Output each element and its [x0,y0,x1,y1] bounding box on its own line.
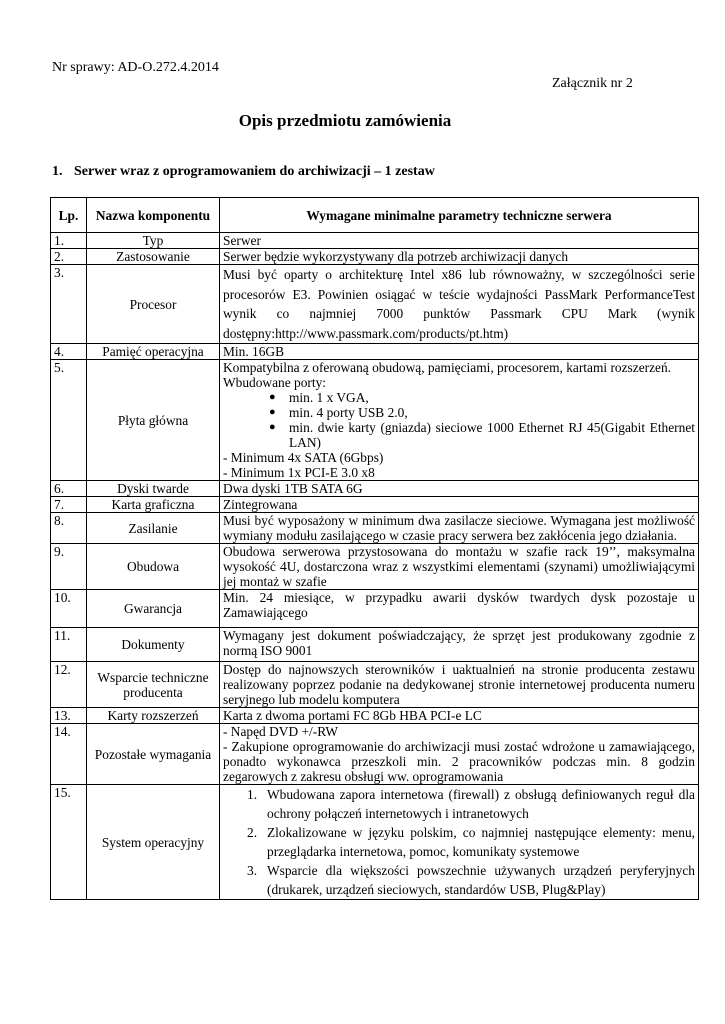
row-number: 9. [51,544,87,590]
header-lp: Lp. [51,198,87,233]
list-item [247,823,695,861]
table-row [51,344,699,360]
table-row [51,233,699,249]
list-item [269,405,695,420]
section-heading-text: Serwer wraz z oprogramowaniem do archiwizacji – 1 zestaw [74,164,435,179]
row-number: 14. [51,724,87,785]
list-item-text: Wsparcie dla większości powszechnie używanych urządzeń peryferyjnych (drukarek, urządzeń sieciowych, standardów USB, Plug&Play) [267,863,695,897]
list-item-text: min. 4 porty USB 2.0, [289,405,408,420]
component-name: Płyta główna [87,360,220,481]
list-item [269,420,695,450]
table-header-row [51,198,699,233]
mainboard-ports-label: Wbudowane porty: [223,375,327,390]
list-item-number: 3. [247,863,258,878]
component-name: Dyski twarde [87,481,220,497]
component-name: Wsparcie techniczne producenta [87,662,220,708]
row-number: 7. [51,497,87,513]
component-name: Gwarancja [87,590,220,628]
row-number: 4. [51,344,87,360]
component-name: System operacyjny [87,785,220,900]
table-row [51,724,699,785]
table-row [51,662,699,708]
component-spec: Min. 16GB [220,344,699,360]
table-row [51,360,699,481]
row-number: 15. [51,785,87,900]
component-spec: Serwer będzie wykorzystywany dla potrzeb archiwizacji danych [220,249,699,265]
component-name: Zastosowanie [87,249,220,265]
component-spec [220,785,699,900]
component-name: Dokumenty [87,628,220,662]
table-row [51,513,699,544]
component-name: Typ [87,233,220,249]
other-req-line-1: - Napęd DVD +/-RW [223,724,339,739]
component-name: Pozostałe wymagania [87,724,220,785]
row-number: 8. [51,513,87,544]
section-heading [52,164,435,180]
ports-list [223,390,695,450]
table-row [51,265,699,344]
list-item [247,861,695,899]
row-number: 11. [51,628,87,662]
component-name: Obudowa [87,544,220,590]
row-number: 10. [51,590,87,628]
list-item-text: Wbudowana zapora internetowa (firewall) z obsługą definiowanych reguł dla ochrony połączeń internetowych i intranetowych [267,787,695,821]
component-spec [220,360,699,481]
component-spec: Serwer [220,233,699,249]
component-name: Procesor [87,265,220,344]
row-number: 12. [51,662,87,708]
mainboard-intro: Kompatybilna z oferowaną obudową, pamięciami, procesorem, kartami rozszerzeń. [223,360,672,375]
row-number: 2. [51,249,87,265]
case-number: Nr sprawy: AD-O.272.4.2014 [52,60,219,75]
section-number: 1. [52,164,63,179]
header-parameters: Wymagane minimalne parametry techniczne serwera [220,198,699,233]
row-number: 5. [51,360,87,481]
row-number: 13. [51,708,87,724]
table-row [51,249,699,265]
component-spec: Min. 24 miesiące, w przypadku awarii dysków twardych dysk pozostaje u Zamawiającego [220,590,699,628]
mainboard-extra-2: - Minimum 1x PCI-E 3.0 x8 [223,465,375,480]
component-name: Zasilanie [87,513,220,544]
list-item-text: min. dwie karty (gniazda) sieciowe 1000 Ethernet RJ 45(Gigabit Ethernet LAN) [289,420,695,450]
row-number: 1. [51,233,87,249]
table-row [51,590,699,628]
component-spec [220,724,699,785]
list-item-text: Zlokalizowane w języku polskim, co najmniej następujące elementy: menu, przeglądarka internetowa, pomoc, komunikaty systemowe [267,825,695,859]
list-item [247,785,695,823]
list-item-number: 2. [247,825,258,840]
list-item-number: 1. [247,787,258,802]
component-spec: Karta z dwoma portami FC 8Gb HBA PCI-e LC [220,708,699,724]
component-spec: Musi być wyposażony w minimum dwa zasilacze sieciowe. Wymagana jest możliwość wymiany modułu zasilającego w czasie pracy serwera bez zakłócenia jego działania. [220,513,699,544]
table-row [51,628,699,662]
component-name: Pamięć operacyjna [87,344,220,360]
mainboard-extra-1: - Minimum 4x SATA (6Gbps) [223,450,384,465]
bullet-icon: ● [269,421,276,433]
annex-label: Załącznik nr 2 [552,76,633,91]
component-spec: Obudowa serwerowa przystosowana do montażu w szafie rack 19’’, maksymalna wysokość 4U, dostarczona wraz z wszystkimi elementami (szynami) umożliwiającymi jej montaż w szafie [220,544,699,590]
component-spec: Wymagany jest dokument poświadczający, że sprzęt jest produkowany zgodnie z normą ISO 9001 [220,628,699,662]
row-number: 6. [51,481,87,497]
table-row [51,785,699,900]
component-name: Karta graficzna [87,497,220,513]
list-item [269,390,695,405]
table-row [51,708,699,724]
document-title: Opis przedmiotu zamówienia [238,111,452,130]
table-row [51,481,699,497]
component-spec: Dostęp do najnowszych sterowników i uaktualnień na stronie producenta zestawu realizowany poprzez podanie na dedykowanej stronie internetowej producenta numeru seryjnego lub modelu komputera [220,662,699,708]
bullet-icon: ● [269,391,276,403]
table-row [51,544,699,590]
list-item-text: min. 1 x VGA, [289,390,369,405]
specification-table [50,197,699,900]
table-row [51,497,699,513]
header-component-name: Nazwa komponentu [87,198,220,233]
component-spec: Musi być oparty o architekturę Intel x86 lub równoważny, w szczególności serie procesorów E3. Powinien osiągać w teście wydajności PassMark PerformanceTest wynik co najmniej 7000 punktów Passmark CPU Mark (wynik dostępny:http://www.passmark.com/products/pt.htm) [220,265,699,344]
os-requirements-list [223,785,695,899]
component-name: Karty rozszerzeń [87,708,220,724]
component-spec: Zintegrowana [220,497,699,513]
bullet-icon: ● [269,406,276,418]
row-number: 3. [51,265,87,344]
component-spec: Dwa dyski 1TB SATA 6G [220,481,699,497]
other-req-line-2: - Zakupione oprogramowanie do archiwizacji musi zostać wdrożone u zamawiającego, ponadto wykonawca przeszkoli min. 2 pracowników podczas min. 8 godzin zegarowych z zakresu obsługi ww. oprogramowania [223,739,695,784]
